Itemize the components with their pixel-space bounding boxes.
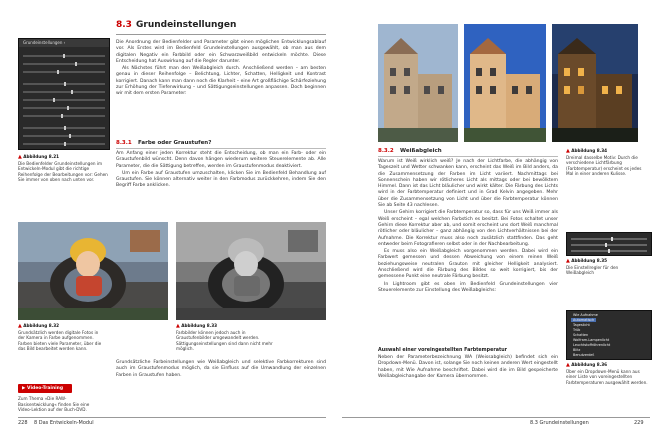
panel-slider: [23, 135, 105, 137]
section-rule: [378, 156, 558, 157]
bottom-text: Grundsätzliche Farbeinstellungen wie Weißabgleich und selektive Farbkorrekturen sind auch im Graustufenmodus möglich, da sie Einfluss auf die Umwandlung der einzelnen Farben in Graustufen haben.: [116, 360, 326, 378]
dropdown-item: Wie Aufnahme: [573, 313, 598, 317]
caption-marker-icon: ▲: [566, 258, 570, 264]
caption-8-21: ▲ Abbildung 8.21 Die Bedienfelder Grundeinstellungen im Entwickeln-Modul gibt die richtige Reihenfolge der Bearbeitungen vor: Gehen Sie immer von oben nach unten vor.: [18, 154, 108, 183]
dropdown-item: Benutzerdef.: [573, 353, 595, 357]
dropdown-item: Blitz: [573, 348, 581, 352]
right-page: [334, 0, 668, 440]
white-balance-sliders-screenshot: [566, 232, 652, 256]
building-photo-warm: [464, 24, 546, 142]
panel-slider: [23, 63, 105, 65]
caption-8-32: ▲ Abbildung 8.32 Grundsätzlich werden digitale Fotos in der Kamera in Farbe aufgenommen. Farben bieten viele Parameter, über die das Bild bearbeitet werden kann.: [18, 323, 102, 352]
grayscale-photo-child: [176, 222, 326, 320]
section-rule: [116, 148, 326, 149]
panel-slider: [23, 99, 105, 101]
caption-8-33: ▲ Abbildung 8.33 Farbbilder können jedoch auch in Graustufenbilder umgewandelt werden. Sättigungseinstellungen sind dann nicht mehr möglich.: [176, 323, 273, 352]
footer-rule: [18, 417, 326, 418]
caption-marker-icon: ▲: [18, 154, 22, 160]
dropdown-item: Wolfram-Lampenlicht: [573, 338, 610, 342]
footer-rule: [342, 417, 650, 418]
dropdown-item: Leuchtstoffröhrenlicht: [573, 343, 611, 347]
panel-slider: [23, 91, 105, 93]
panel-slider: [23, 115, 105, 117]
section-831-text: Am Anfang einer jeden Korrektur steht die Entscheidung, ob man ein Farb- oder ein Graustufenbild wünscht. Denn davon hängen wiederum weitere Steuerelemente ab. Alle Parameter, die die Sättigung betreffen, werden im Graustufenmodus deaktiviert. Um ein Farbe auf Graustufen umzuschalten, klicken Sie im Bedienfeld Behandlung auf Graustufen. Sie können alternativ weiter in den Farbmodus zurückkehren, indem Sie den Begriff Farbe anklicken.: [116, 151, 326, 189]
basic-panel-screenshot: [18, 38, 110, 150]
building-photo-cool: [378, 24, 458, 142]
heading-number: 8.3: [116, 20, 132, 30]
play-icon: ▶: [22, 386, 26, 391]
building-photo-night: [552, 24, 638, 142]
panel-slider: [23, 127, 105, 129]
dropdown-item: Automatisch: [573, 318, 595, 322]
section-number: 8.3.1: [116, 140, 132, 146]
heading-rule: [116, 34, 326, 35]
footer-page-number: 228: [18, 420, 28, 426]
caption-marker-icon: ▲: [18, 323, 22, 329]
preset-text: Neben der Parameterbezeichnung WA (Weissabgleich) befindet sich ein Dropdown-Menü. Davon ist, solange Sie noch keinen anderen Wert eingestellt haben, mit Wie Aufnahme beschriftet. Dabei wird die im Bild gespeicherte Weißabgleichangabe der Kamera übernommen.: [378, 355, 558, 379]
video-training-text: Zum Thema »Die RAW-Basisentwicklung« finden Sie eine Video-Lektion auf der Buch-DVD.: [18, 396, 90, 413]
video-training-badge: ▶ Video-Training: [18, 384, 72, 393]
white-balance-dropdown-screenshot: [566, 310, 652, 360]
section-title: Farbe oder Graustufen?: [138, 140, 212, 146]
footer-section: 8.3 Grundeinstellungen: [530, 420, 589, 426]
preset-heading: Auswahl einer voreingestellten Farbtemperatur: [378, 348, 508, 353]
panel-slider: [23, 107, 105, 109]
color-photo-child: [18, 222, 168, 320]
caption-8-34: ▲ Abbildung 8.34 Dreimal dasselbe Motiv: Durch die verschiedene Lichtfärbung (Farbtemperatur) erscheint es jedes Mal in einer anderen Kulisse.: [566, 148, 642, 177]
panel-slider: [23, 71, 105, 73]
page-title: Grundeinstellungen: [136, 20, 237, 30]
section-832-text: Warum ist Weiß wirklich weiß? Je nach der Lichtfarbe, die abhängig von Tageszeit und Wetter schwanken kann, erscheint das Weiß im Bild anders, da die Zusammensetzung der Farben im Licht variiert. Nachmittags bei Sonnenschein haben wir rötlicheres Licht als mittags oder bei bewölktem Himmel. Dann ist das Licht bläulicher und wirkt kälter. Die Färbung des Lichts wird in der Farbtemperatur definiert und in Grad Kelvin angegeben. Mehr über die Zusammensetzung von Licht und über die Farbtemperatur können Sie ab Seite 43 nachlesen. Unser Gehirn korrigiert die Farbtemperatur so, dass für uns Weiß immer als Weiß erscheint – egal welchen Farbstich es besitzt. Bei Fotos schaltet unser Gehirn diese Korrektur aber ab, und somit erscheint uns dort Weiß manchmal rötlicher oder bläulicher – ganz abhängig von den Lichtverhältnissen bei der Aufnahme. Die Korrektur muss also noch zusätzlich stattfinden. Das geht entweder beim Fotografieren selbst oder in der Nachbearbeitung. Es muss also ein Weißabgleich vorgenommen werden. Dabei wird ein Farbwert gemessen und dessen Abweichung von einem reinen Weiß beziehungsweise neutralen Grauton mit gleicher Helligkeit analysiert. Anschließend wird die Färbung des Bildes so weit korrigiert, bis der gemessene Punkt eine neutrale Färbung besitzt. In Lightroom gibt es oben im Bedienfeld Grundeinstellungen vier Steuerelemente zur Einstellung des Weißabgleichs:: [378, 159, 558, 293]
panel-slider: [23, 143, 105, 145]
caption-marker-icon: ▲: [176, 323, 180, 329]
panel-header: Grundeinstellungen ‹: [19, 39, 109, 47]
caption-marker-icon: ▲: [566, 362, 570, 368]
footer-page-number: 229: [634, 420, 644, 426]
caption-8-36: ▲ Abbildung 8.36 Über ein Dropdown-Menü kann aus einer Liste von voreingestellten Farbtemperaturen ausgewählt werden.: [566, 362, 648, 385]
dropdown-item: Tageslicht: [573, 323, 590, 327]
footer-chapter: 8 Das Entwickeln-Modul: [34, 420, 94, 426]
dropdown-item: Schatten: [573, 333, 589, 337]
section-number: 8.3.2: [378, 148, 394, 154]
caption-marker-icon: ▲: [566, 148, 570, 154]
dropdown-item: Trüb: [573, 328, 581, 332]
section-title: Weißabgleich: [400, 148, 442, 154]
intro-text: Die Anordnung der Bedienfelder und Parameter gibt einen möglichen Entwicklungsablauf vor. Als Erstes wird im Bedienfeld Grundeinstellungen ausgewählt, ob man aus dem digitalen Negativ ein Farbbild oder ein Schwarzweißbild entwickeln möchte. Diese Entscheidung hat Auswirkung auf die Regler darunter. Als Nächstes führt man den Weißabgleich durch. Anschließend werden – am besten genau in dieser Reihenfolge – Belichtung, Lichter, Schatten, Helligkeit und Kontrast korrigiert. Danach kann man dann noch die Klarheit – eine Art großflächige Schärfeziehung zur Erhöhung der Tiefenwirkung – und Sättigungseinstellungen anpassen. Doch beginnen wir mit dem ersten Parameter:: [116, 40, 326, 97]
panel-slider: [23, 55, 105, 57]
panel-slider: [23, 83, 105, 85]
caption-8-35: ▲ Abbildung 8.35 Die Einstellregler für den Weißabgleich: [566, 258, 619, 276]
